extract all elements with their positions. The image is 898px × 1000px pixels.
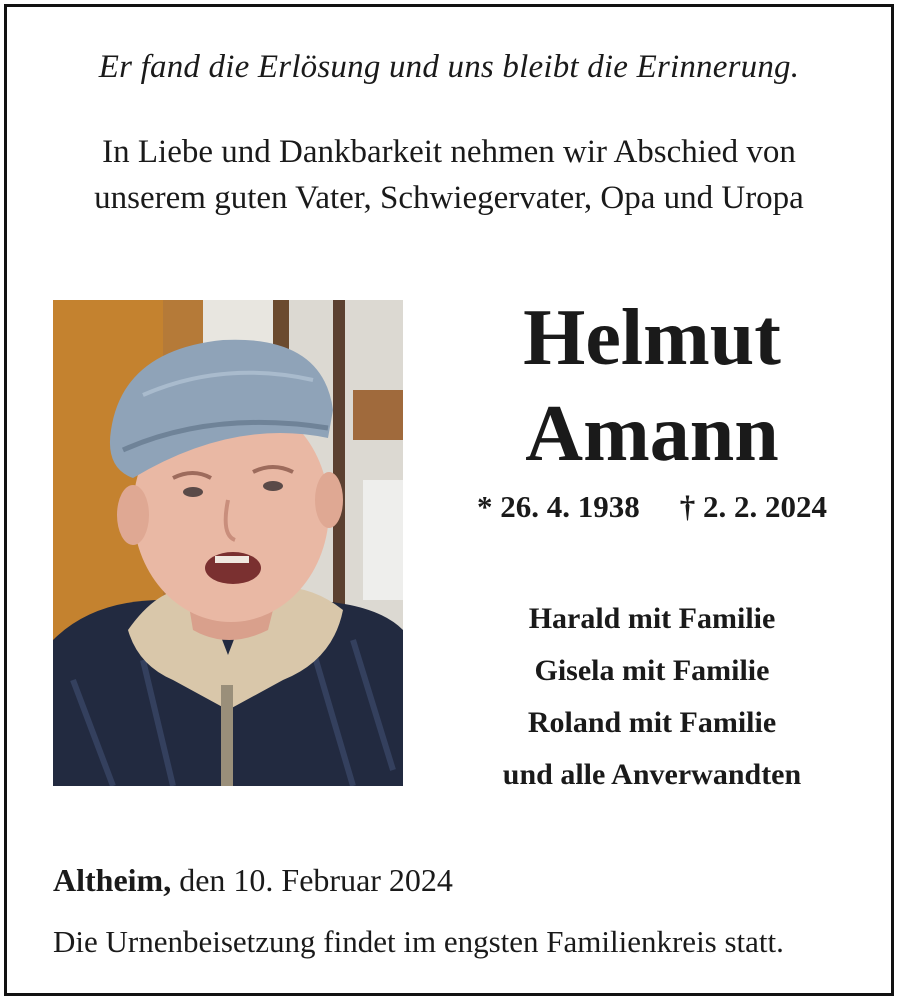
intro-line-2: unserem guten Vater, Schwiegervater, Opa und Uropa xyxy=(94,180,804,216)
birth-date: * 26. 4. 1938 xyxy=(477,489,640,524)
death-date: † 2. 2. 2024 xyxy=(679,489,827,524)
mourner-line: Harald mit Familie xyxy=(528,602,776,635)
mourners-list xyxy=(407,593,897,801)
deceased-name xyxy=(407,290,897,482)
place-town: Altheim, xyxy=(53,862,172,898)
first-name: Helmut xyxy=(523,294,781,382)
mourner-line: Roland mit Familie xyxy=(527,706,777,739)
place-date-text: den 10. Februar 2024 xyxy=(179,862,453,898)
portrait-illustration xyxy=(53,300,403,786)
place-date xyxy=(53,862,453,899)
motto-line: Er fand die Erlösung und uns bleibt die Erinnerung. xyxy=(98,49,800,85)
obituary-card xyxy=(4,4,894,996)
portrait-photo xyxy=(53,300,403,786)
intro-line-1: In Liebe und Dankbarkeit nehmen wir Abschied von xyxy=(102,134,796,170)
burial-note: Die Urnenbeisetzung findet im engsten Familienkreis statt. xyxy=(53,924,784,959)
mourner-line: Gisela mit Familie xyxy=(534,654,770,687)
life-dates xyxy=(407,489,897,525)
mourner-line: und alle Anverwandten xyxy=(502,758,802,791)
intro-text xyxy=(7,129,891,221)
last-name: Amann xyxy=(525,390,779,478)
